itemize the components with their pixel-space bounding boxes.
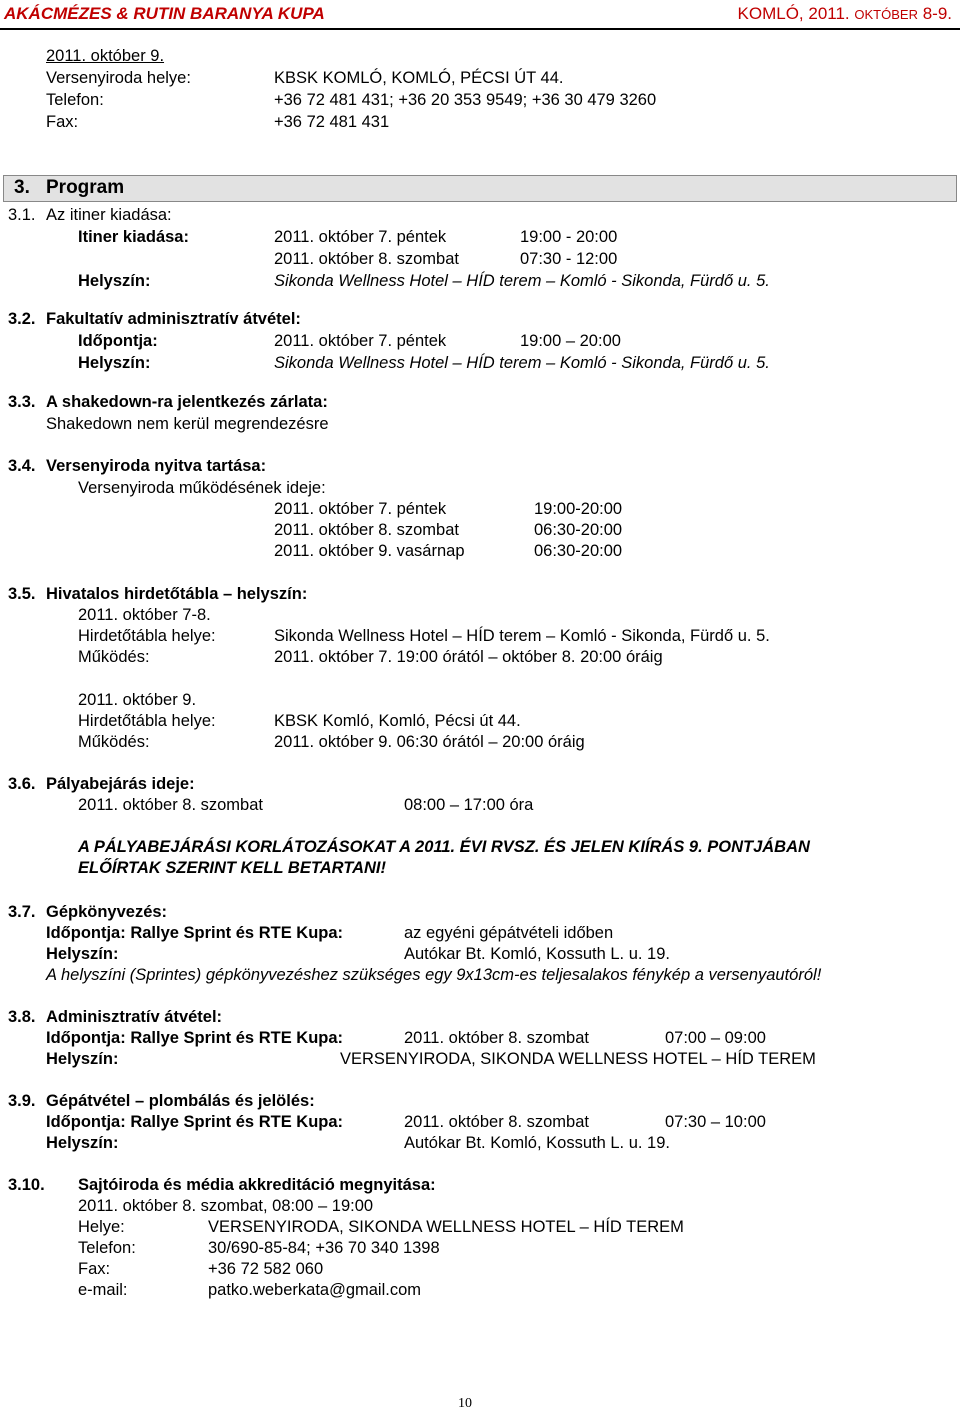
office-hours-date: 2011. október 7. péntek <box>274 500 447 518</box>
operation-value-1: 2011. október 7. 19:00 órától – október 8. 20:00 óráig <box>274 648 663 666</box>
section-number: 3.1. <box>8 206 36 224</box>
section-number: 3.7. <box>8 903 36 921</box>
time-label: Időpontja: Rallye Sprint és RTE Kupa: <box>46 924 344 942</box>
press-email-label: e-mail: <box>78 1281 128 1299</box>
office-hours-date: 2011. október 8. szombat <box>274 521 459 539</box>
board-date-2: 2011. október 9. <box>78 691 197 709</box>
office-hours-date: 2011. október 9. vasárnap <box>274 542 465 560</box>
header-event-date: KOMLÓ, 2011. OKTÓBER 8-9. <box>737 4 952 23</box>
section-number: 3.2. <box>8 310 36 328</box>
program-heading: Program <box>46 177 125 198</box>
board-place-2: KBSK Komló, Komló, Pécsi út 44. <box>274 712 521 730</box>
itinerary-time-2: 07:30 - 12:00 <box>520 250 618 268</box>
phone-value: +36 72 481 431; +36 20 353 9549; +36 30 479 3260 <box>274 91 657 109</box>
press-place-value: VERSENYIRODA, SIKONDA WELLNESS HOTEL – HÍD TEREM <box>208 1218 684 1236</box>
itinerary-time-1: 19:00 - 20:00 <box>520 228 618 246</box>
place-label: Helyszín: <box>46 945 119 963</box>
date-value: 2011. október 8. szombat <box>404 1029 589 1047</box>
office-hours-time: 19:00-20:00 <box>534 500 623 518</box>
recce-warning-line-2: ELŐÍRTAK SZERINT KELL BETARTANI! <box>78 859 386 877</box>
page-number: 10 <box>458 1396 472 1411</box>
time-value: 07:30 – 10:00 <box>665 1113 766 1131</box>
press-fax-label: Fax: <box>78 1260 111 1278</box>
section-title: Versenyiroda nyitva tartása: <box>46 457 267 475</box>
place-label: Helyszín: <box>46 1050 119 1068</box>
operation-value-2: 2011. október 9. 06:30 órától – 20:00 óráig <box>274 733 585 751</box>
itinerary-label: Itiner kiadása: <box>78 228 189 246</box>
section-title: Fakultatív adminisztratív átvétel: <box>46 310 301 328</box>
phone-label: Telefon: <box>46 91 104 109</box>
section-title: Gépkönyvezés: <box>46 903 168 921</box>
time-label: Időpontja: <box>78 332 158 350</box>
office-hours-subtitle: Versenyiroda működésének ideje: <box>78 479 326 497</box>
office-value: KBSK KOMLÓ, KOMLÓ, PÉCSI ÚT 44. <box>274 69 564 87</box>
section-title: Gépátvétel – plombálás és jelölés: <box>46 1092 315 1110</box>
section-title: Az itiner kiadása: <box>46 206 172 224</box>
section-number: 3.9. <box>8 1092 36 1110</box>
recce-time: 08:00 – 17:00 óra <box>404 796 534 814</box>
date-value: 2011. október 8. szombat <box>404 1113 589 1131</box>
operation-label: Működés: <box>78 648 150 666</box>
place-value: VERSENYIRODA, SIKONDA WELLNESS HOTEL – HÍD TEREM <box>340 1050 816 1068</box>
press-email-link[interactable]: patko.weberkata@gmail.com <box>208 1281 422 1299</box>
office-label: Versenyiroda helye: <box>46 69 191 87</box>
press-place-label: Helye: <box>78 1218 125 1236</box>
recce-date: 2011. október 8. szombat <box>78 796 263 814</box>
place-value: Sikonda Wellness Hotel – HÍD terem – Komló - Sikonda, Fürdő u. 5. <box>274 354 770 372</box>
place-value: Autókar Bt. Komló, Kossuth L. u. 19. <box>404 945 670 963</box>
section-number: 3.8. <box>8 1008 36 1026</box>
section-title: Hivatalos hirdetőtábla – helyszín: <box>46 585 308 603</box>
section-title: Adminisztratív átvétel: <box>46 1008 223 1026</box>
section-title: Pályabejárás ideje: <box>46 775 195 793</box>
time-value: az egyéni gépátvételi időben <box>404 924 614 942</box>
header-rule <box>0 28 960 30</box>
fax-label: Fax: <box>46 113 79 131</box>
press-datetime: 2011. október 8. szombat, 08:00 – 19:00 <box>78 1197 374 1215</box>
time-label: Időpontja: Rallye Sprint és RTE Kupa: <box>46 1029 344 1047</box>
section-number: 3.4. <box>8 457 36 475</box>
program-heading-bar <box>3 175 957 202</box>
itinerary-date-1: 2011. október 7. péntek <box>274 228 447 246</box>
header-title: AKÁCMÉZES & RUTIN BARANYA KUPA <box>4 4 325 23</box>
press-phone-value: 30/690-85-84; +36 70 340 1398 <box>208 1239 440 1257</box>
board-date-1: 2011. október 7-8. <box>78 606 211 624</box>
board-label: Hirdetőtábla helye: <box>78 627 216 645</box>
place-label: Helyszín: <box>78 354 151 372</box>
time-label: Időpontja: Rallye Sprint és RTE Kupa: <box>46 1113 344 1131</box>
top-date: 2011. október 9. <box>46 47 165 65</box>
operation-label: Működés: <box>78 733 150 751</box>
office-hours-time: 06:30-20:00 <box>534 521 623 539</box>
fax-value: +36 72 481 431 <box>274 113 390 131</box>
time-value: 19:00 – 20:00 <box>520 332 621 350</box>
section-number: 3.6. <box>8 775 36 793</box>
date-value: 2011. október 7. péntek <box>274 332 447 350</box>
itinerary-date-2: 2011. október 8. szombat <box>274 250 459 268</box>
board-place-1: Sikonda Wellness Hotel – HÍD terem – Komló - Sikonda, Fürdő u. 5. <box>274 627 770 645</box>
place-label: Helyszín: <box>78 272 151 290</box>
press-fax-value: +36 72 582 060 <box>208 1260 324 1278</box>
board-label: Hirdetőtábla helye: <box>78 712 216 730</box>
section-number: 3.5. <box>8 585 36 603</box>
program-heading-number: 3. <box>14 177 30 198</box>
time-value: 07:00 – 09:00 <box>665 1029 766 1047</box>
office-hours-time: 06:30-20:00 <box>534 542 623 560</box>
press-phone-label: Telefon: <box>78 1239 136 1257</box>
recce-warning-line-1: A PÁLYABEJÁRÁSI KORLÁTOZÁSOKAT A 2011. ÉVI RVSZ. ÉS JELEN KIÍRÁS 9. PONTJÁBAN <box>78 838 810 856</box>
section-number: 3.10. <box>8 1176 45 1194</box>
section-title: A shakedown-ra jelentkezés zárlata: <box>46 393 328 411</box>
section-number: 3.3. <box>8 393 36 411</box>
photo-note: A helyszíni (Sprintes) gépkönyvezéshez szükséges egy 9x13cm-es teljesalakos fénykép a versenyautóról! <box>46 966 822 984</box>
section-title: Sajtóiroda és média akkreditáció megnyitása: <box>78 1176 436 1194</box>
place-value: Autókar Bt. Komló, Kossuth L. u. 19. <box>404 1134 670 1152</box>
place-value: Sikonda Wellness Hotel – HÍD terem – Komló - Sikonda, Fürdő u. 5. <box>274 272 770 290</box>
place-label: Helyszín: <box>46 1134 119 1152</box>
shakedown-text: Shakedown nem kerül megrendezésre <box>46 415 329 433</box>
